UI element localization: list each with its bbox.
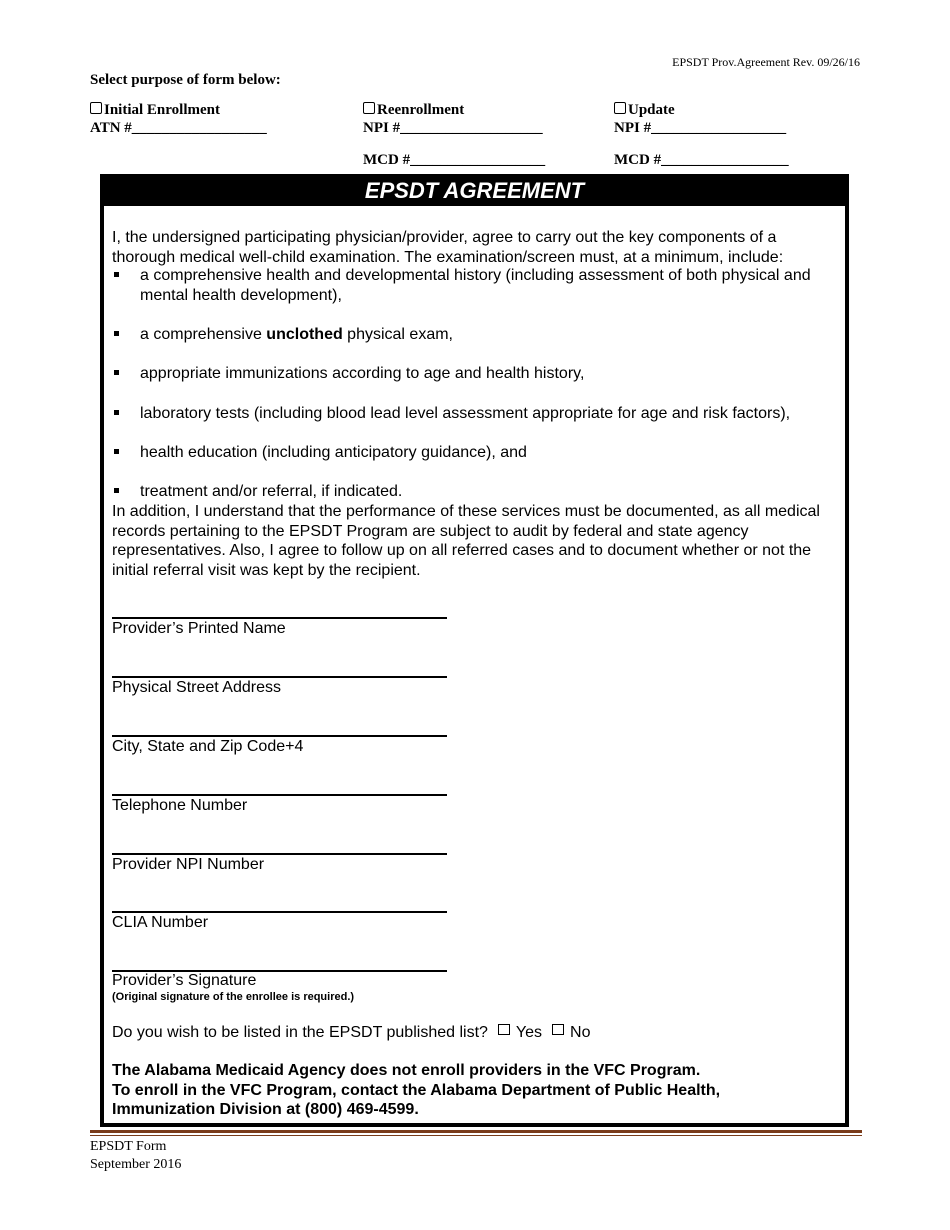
footer-divider-thin [90,1135,862,1136]
initial-enrollment-option [90,101,267,137]
revision-label: EPSDT Prov.Agreement Rev. 09/26/16 [672,55,860,69]
bullet-icon [114,370,119,375]
bullet-item: health education (including anticipatory guidance), and [112,443,832,463]
street-address-line[interactable] [112,676,447,678]
purpose-label: Select purpose of form below: [90,72,281,88]
bullet-item: appropriate immunizations according to age and health history, [112,364,832,384]
no-label: No [570,1024,591,1041]
provider-name-line[interactable] [112,617,447,619]
reenroll-mcd-field[interactable]: MCD #__________________ [363,152,546,168]
footer [90,1138,181,1174]
agreement-title: EPSDT AGREEMENT [100,174,849,206]
initial-enrollment-checkbox[interactable] [90,102,102,114]
provider-name-label: Provider’s Printed Name [112,620,286,637]
bullet-item: treatment and/or referral, if indicated. [112,482,832,502]
provider-npi-label: Provider NPI Number [112,856,265,873]
bullet-item: a comprehensive health and developmental history (including assessment of both physical and mental health development), [112,266,832,306]
atn-field[interactable]: ATN #__________________ [90,120,267,136]
yes-label: Yes [515,1024,543,1041]
telephone-label: Telephone Number [112,797,248,814]
yes-checkbox[interactable] [498,1024,510,1035]
vfc-notice [112,1061,720,1120]
addition-text: In addition, I understand that the performance of these services must be documented, as all medical records pertaining to the EPSDT Program are subject to audit by federal and state agency representatives. Also, I agree to follow up on all referred cases and to document whether or not the initial referral visit was kept by the recipient. [112,503,820,579]
no-checkbox[interactable] [552,1024,564,1035]
street-address-label: Physical Street Address [112,679,281,696]
update-option [614,101,789,169]
signature-label: Provider’s Signature [112,972,257,989]
bullet-icon [114,449,119,454]
intro-text: I, the undersigned participating physician/provider, agree to carry out the key components of a thorough medical well-child examination. The examination/screen must, at a minimum, include: [112,229,784,266]
signature-note: (Original signature of the enrollee is required.) [112,991,355,1003]
update-npi-field[interactable]: NPI #__________________ [614,120,787,136]
reenrollment-label: Reenrollment [377,102,465,118]
reenroll-npi-field[interactable]: NPI #___________________ [363,120,543,136]
footer-date: September 2016 [90,1157,182,1172]
listing-question-text: Do you wish to be listed in the EPSDT published list? [112,1024,488,1041]
vfc-line: Immunization Division at (800) 469-4599. [112,1101,419,1118]
vfc-line: To enroll in the VFC Program, contact the Alabama Department of Public Health, [112,1081,721,1099]
telephone-line[interactable] [112,794,447,796]
city-state-zip-label: City, State and Zip Code+4 [112,738,304,755]
reenrollment-option [363,101,545,169]
update-label: Update [628,102,675,118]
city-state-zip-line[interactable] [112,735,447,737]
provider-npi-line[interactable] [112,853,447,855]
bullet-icon [114,331,119,336]
bullet-icon [114,488,119,493]
reenrollment-checkbox[interactable] [363,102,375,114]
listing-question [112,1024,590,1042]
bullet-icon [114,272,119,277]
bullet-item: laboratory tests (including blood lead level assessment appropriate for age and risk factors), [112,404,832,424]
bullet-item: a comprehensive unclothed physical exam, [112,325,832,345]
footer-form-name: EPSDT Form [90,1139,167,1154]
clia-label: CLIA Number [112,914,209,931]
footer-divider [90,1130,862,1133]
vfc-line: The Alabama Medicaid Agency does not enroll providers in the VFC Program. [112,1062,701,1079]
update-checkbox[interactable] [614,102,626,114]
initial-enrollment-label: Initial Enrollment [104,102,220,118]
clia-line[interactable] [112,911,447,913]
bullet-icon [114,410,119,415]
update-mcd-field[interactable]: MCD #_________________ [614,152,789,168]
